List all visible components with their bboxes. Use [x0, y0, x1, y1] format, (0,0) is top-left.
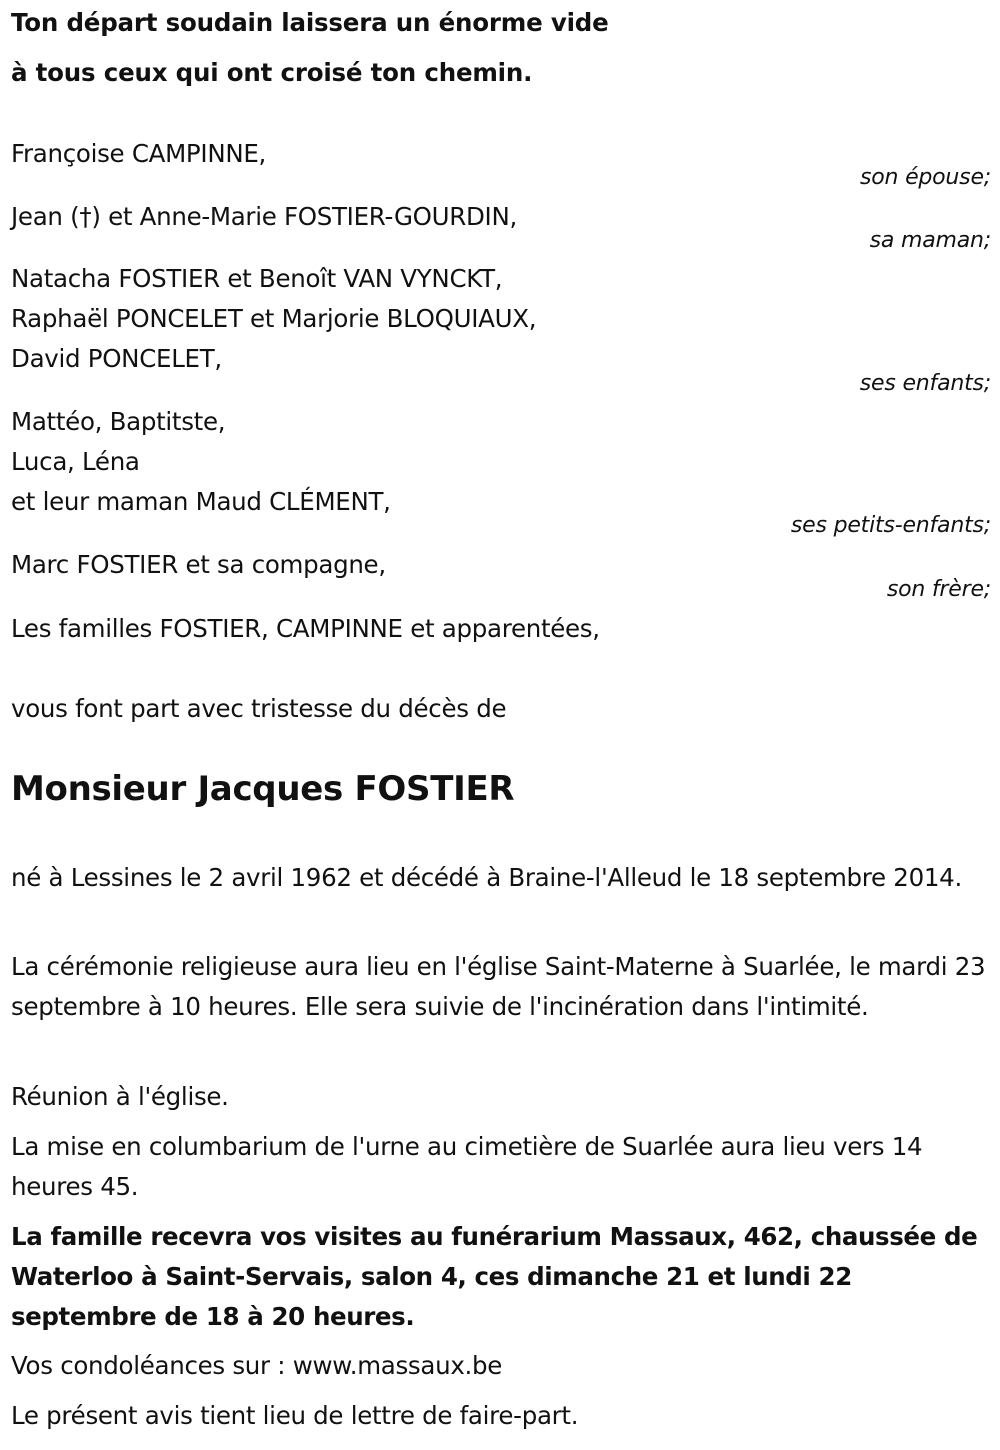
intro-line-2: à tous ceux qui ont croisé ton chemin. — [11, 58, 533, 87]
family-name: Marc FOSTIER et sa compagne, — [11, 550, 386, 579]
columbarium-info: La mise en columbarium de l'urne au cimetière de Suarlée aura lieu vers 14 heures 45. — [11, 1132, 923, 1201]
family-name: Luca, Léna — [11, 447, 140, 476]
meeting-info: Réunion à l'église. — [11, 1082, 229, 1111]
relation-label: sa maman; — [869, 228, 991, 253]
relation-label: son épouse; — [860, 165, 991, 190]
ceremony-info: La cérémonie religieuse aura lieu en l'église Saint-Materne à Suarlée, le mardi 23 septembre à 10 heures. Elle sera suivie de l'incinération dans l'intimité. — [11, 952, 986, 1021]
announcement-text: vous font part avec tristesse du décès de — [11, 694, 507, 723]
family-name: Natacha FOSTIER et Benoît VAN VYNCKT, — [11, 264, 503, 293]
condolences-link[interactable]: Vos condoléances sur : www.massaux.be — [11, 1351, 503, 1380]
family-name: Raphaël PONCELET et Marjorie BLOQUIAUX, — [11, 304, 537, 333]
family-name: et leur maman Maud CLÉMENT, — [11, 487, 391, 516]
family-name: Mattéo, Baptitste, — [11, 407, 226, 436]
notice-text: Le présent avis tient lieu de lettre de faire-part. — [11, 1401, 579, 1430]
family-name: David PONCELET, — [11, 344, 222, 373]
family-name: Jean (†) et Anne-Marie FOSTIER-GOURDIN, — [11, 202, 517, 231]
family-name: Françoise CAMPINNE, — [11, 139, 267, 168]
deceased-name: Monsieur Jacques FOSTIER — [11, 769, 515, 809]
intro-line-1: Ton départ soudain laissera un énorme vide — [11, 8, 609, 37]
family-name: Les familles FOSTIER, CAMPINNE et apparentées, — [11, 614, 600, 643]
relation-label: son frère; — [886, 577, 991, 602]
relation-label: ses enfants; — [859, 371, 991, 396]
visits-info: La famille recevra vos visites au funérarium Massaux, 462, chaussée de Waterloo à Saint-Servais, salon 4, ces dimanche 21 et lundi 22 septembre de 18 à 20 heures. — [11, 1222, 978, 1331]
birth-death-info: né à Lessines le 2 avril 1962 et décédé à Braine-l'Alleud le 18 septembre 2014. — [11, 863, 962, 892]
relation-label: ses petits-enfants; — [790, 513, 991, 538]
